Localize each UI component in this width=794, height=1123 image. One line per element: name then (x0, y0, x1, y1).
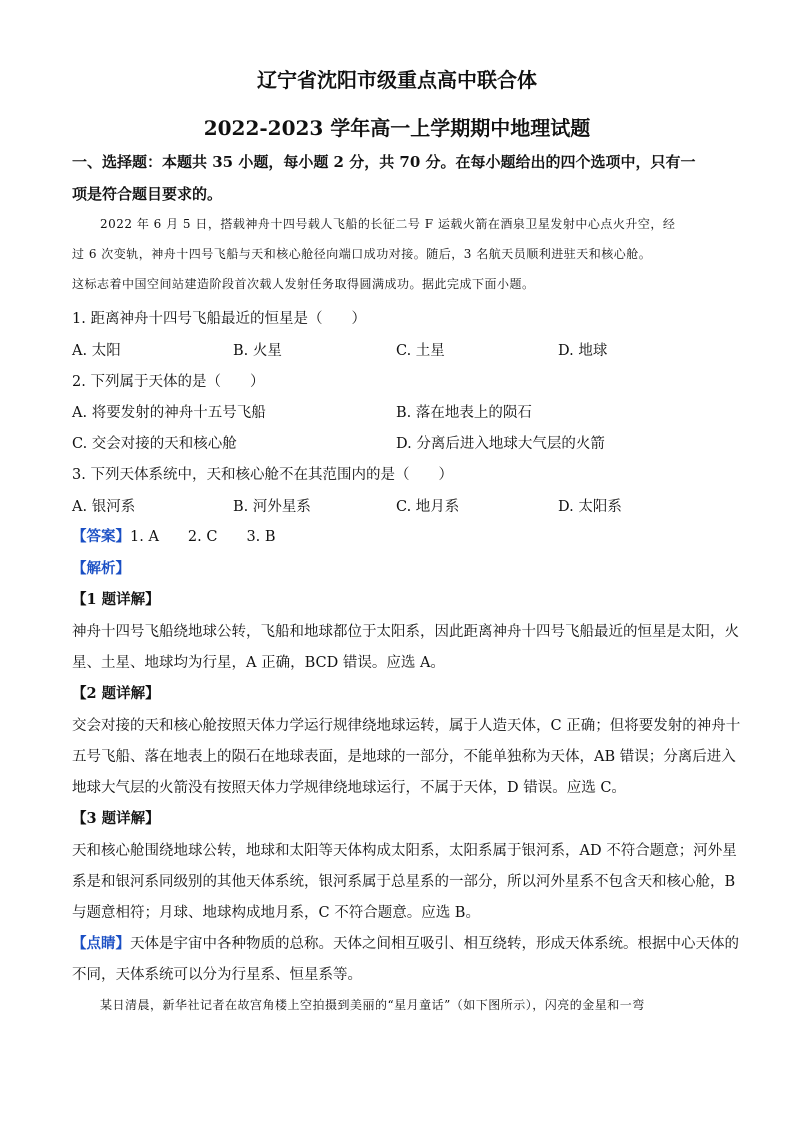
question-2-stem: 2. 下列属于天体的是（ ） (72, 374, 265, 390)
detail-2-label: 【2 题详解】 (72, 685, 160, 702)
question-2-option-a: A. 将要发射的神舟十五号飞船 (72, 405, 266, 421)
answer-row (72, 525, 276, 546)
detail-3-line-2: 系是和银河系同级别的其他天体系统，银河系属于总星系的一部分，所以河外星系不包含天和核心舱，B (72, 874, 736, 890)
tip-row (72, 932, 739, 953)
question-3-option-d: D. 太阳系 (558, 499, 622, 515)
detail-3-line-3: 与题意相符；月球、地球构成地月系，C 不符合题意。应选 B。 (72, 905, 480, 921)
section-heading-line-1: 一、选择题：本题共 35 小题，每小题 2 分，共 70 分。在每小题给出的四个选项中，只有一 (72, 153, 696, 171)
detail-3-line-1: 天和核心舱围绕地球公转，地球和太阳等天体构成太阳系，太阳系属于银河系，AD 不符合题意；河外星 (72, 843, 737, 859)
question-1-option-a: A. 太阳 (72, 343, 121, 359)
detail-2-line-1: 交会对接的天和核心舱按照天体力学运行规律绕地球运转，属于人造天体，C 正确；但将要发射的神舟十 (72, 718, 741, 734)
title-line-2: 2022-2023 学年高一上学期期中地理试题 (203, 116, 591, 140)
question-2-option-d: D. 分离后进入地球大气层的火箭 (396, 436, 605, 452)
answer-label: 【答案】 (72, 528, 130, 545)
question-3-option-c: C. 地月系 (396, 499, 460, 515)
tip-label: 【点睛】 (72, 935, 130, 952)
detail-1-label: 【1 题详解】 (72, 591, 160, 608)
passage-2-line-1: 某日清晨，新华社记者在故宫角楼上空拍摄到美丽的“星月童话”（如下图所示），闪亮的金星和一弯 (100, 998, 645, 1012)
question-3-option-b: B. 河外星系 (233, 499, 311, 515)
detail-3-label: 【3 题详解】 (72, 810, 160, 827)
tip-line-2: 不同，天体系统可以分为行星系、恒星系等。 (72, 967, 362, 983)
detail-2-line-2: 五号飞船、落在地表上的陨石在地球表面，是地球的一部分，不能单独称为天体，AB 错误；分离后进入 (72, 749, 736, 765)
question-2-option-b: B. 落在地表上的陨石 (396, 405, 532, 421)
detail-1-line-1: 神舟十四号飞船绕地球公转，飞船和地球都位于太阳系，因此距离神舟十四号飞船最近的恒星是太阳，火 (72, 624, 739, 640)
question-1-option-c: C. 土星 (396, 343, 445, 359)
question-1-stem: 1. 距离神舟十四号飞船最近的恒星是（ ） (72, 311, 366, 327)
passage-1-line-1: 2022 年 6 月 5 日，搭载神舟十四号载人飞船的长征二号 F 运载火箭在酒泉卫星发射中心点火升空，经 (100, 217, 676, 231)
section-heading-line-2: 项是符合题目要求的。 (72, 185, 223, 203)
answer-text: 1. A 2. C 3. B (130, 529, 276, 545)
question-1-option-b: B. 火星 (233, 343, 282, 359)
analysis-label: 【解析】 (72, 560, 130, 577)
tip-line-1: 天体是宇宙中各种物质的总称。天体之间相互吸引、相互绕转，形成天体系统。根据中心天体的 (130, 936, 739, 952)
question-3-option-a: A. 银河系 (72, 499, 136, 515)
title-line-1: 辽宁省沈阳市级重点高中联合体 (257, 68, 537, 92)
passage-1-line-3: 这标志着中国空间站建造阶段首次载人发射任务取得圆满成功。据此完成下面小题。 (72, 277, 535, 291)
question-1-option-d: D. 地球 (558, 343, 608, 359)
question-3-stem: 3. 下列天体系统中，天和核心舱不在其范围内的是（ ） (72, 467, 453, 483)
detail-2-line-3: 地球大气层的火箭没有按照天体力学规律绕地球运行，不属于天体，D 错误。应选 C。 (72, 780, 626, 796)
question-2-option-c: C. 交会对接的天和核心舱 (72, 436, 237, 452)
passage-1-line-2: 过 6 次变轨，神舟十四号飞船与天和核心舱径向端口成功对接。随后，3 名航天员顺利进驻天和核心舱。 (72, 247, 652, 261)
detail-1-line-2: 星、土星、地球均为行星，A 正确，BCD 错误。应选 A。 (72, 655, 445, 671)
